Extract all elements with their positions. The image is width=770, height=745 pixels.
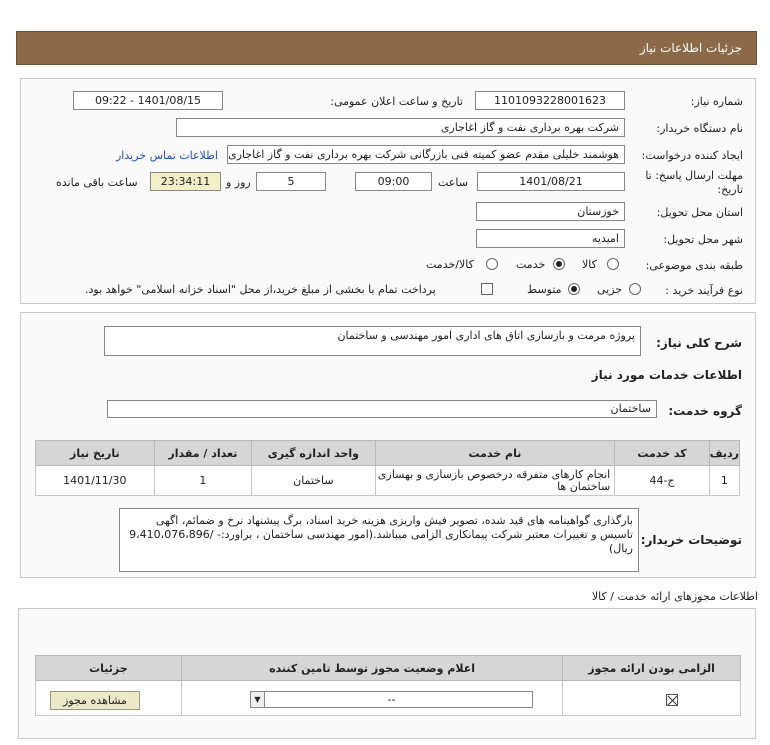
col-row-header: ردیف — [709, 441, 739, 466]
services-table — [35, 440, 740, 496]
need-number-field: 1101093228001623 — [475, 91, 625, 110]
category-service-label: خدمت — [516, 258, 546, 271]
summary-field: پروژه مرمت و بازسازی اتاق های اداری امور مهندسی و ساختمان — [104, 326, 641, 356]
service-name: انجام کارهای متفرقه درخصوص بازسازی و بهسازی ساختمان ها — [375, 466, 615, 496]
table-row — [36, 466, 740, 496]
need-number-label: شماره نیاز: — [690, 95, 743, 108]
deadline-time-field: 09:00 — [355, 172, 432, 191]
remaining-time-label: ساعت باقی مانده — [56, 176, 138, 189]
permits-table-header — [36, 656, 741, 681]
city-label: شهر محل تحویل: — [663, 233, 743, 246]
permit-status-header: اعلام وضعیت مجوز توسط تامین کننده — [181, 656, 562, 681]
process-label: نوع فرآیند خرید : — [665, 284, 743, 297]
buyer-notes-field: بارگذاری گواهینامه های قید شده، تصویر فیش واریزی هزینه خرید اسناد، برگ پیشنهاد نرخ و ضمائم، اگهی تاسیس و تغییرات معتبر شرکت پیمانکاری الزامی میباشد.(امور مهندسی ساختمان ، براورد:- /9،410،076،896 ریال) — [119, 508, 639, 572]
permits-section-title: اطلاعات مجوزهای ارائه خدمت / کالا — [591, 590, 758, 603]
process-medium-label: متوسط — [527, 283, 562, 296]
deadline-date-field: 1401/08/21 — [477, 172, 625, 191]
process-medium-radio[interactable] — [568, 283, 580, 295]
requester-label: ایجاد کننده درخواست: — [641, 149, 743, 162]
view-permit-button[interactable]: مشاهده مجوز — [50, 691, 140, 710]
permit-required-header: الزامی بودن ارائه مجوز — [563, 656, 741, 681]
buyer-org-field: شرکت بهره برداری نفت و گاز اغاجاری — [176, 118, 625, 137]
services-table-header — [36, 441, 740, 466]
dropdown-arrow-icon: ▼ — [251, 692, 265, 707]
page-title: جزئیات اطلاعات نیاز — [639, 41, 742, 55]
col-unit-header: واحد اندازه گیری — [252, 441, 375, 466]
permit-required-cell — [563, 681, 741, 716]
treasury-payment-note: پرداخت تمام یا بخشی از مبلغ خرید،از محل "اسناد خزانه اسلامی" خواهد بود. — [85, 283, 436, 296]
service-code: ج-44 — [615, 466, 710, 496]
need-date: 1401/11/30 — [36, 466, 155, 496]
deadline-label-line1: مهلت ارسال پاسخ: تا — [645, 169, 743, 182]
category-label: طبقه بندی موضوعی: — [645, 259, 743, 272]
permit-status-value: -- — [387, 693, 396, 706]
province-field: خوزستان — [476, 202, 625, 221]
requester-field: هوشمند خلیلی مقدم عضو کمیته فنی بازرگانی شرکت بهره برداری نفت و گاز اغاجاری — [227, 145, 625, 164]
announce-label: تاریخ و ساعت اعلان عمومی: — [330, 95, 463, 108]
category-goods-radio[interactable] — [607, 258, 619, 270]
permit-status-select[interactable] — [250, 691, 533, 708]
deadline-label-line2: تاریخ: — [717, 183, 743, 196]
deadline-days-label: روز و — [226, 176, 251, 189]
measure-unit: ساختمان — [252, 466, 375, 496]
service-group-label: گروه خدمت: — [668, 404, 742, 418]
service-group-field: ساختمان — [107, 400, 657, 418]
deadline-time-label: ساعت — [438, 176, 468, 189]
category-goods-service-radio[interactable] — [486, 258, 498, 270]
summary-label: شرح کلی نیاز: — [656, 336, 742, 350]
remaining-time-field: 23:34:11 — [150, 172, 221, 191]
permit-details-header: جزئیات — [36, 656, 182, 681]
city-field: امیدیه — [476, 229, 625, 248]
announce-field: 1401/08/15 - 09:22 — [73, 91, 223, 110]
treasury-payment-checkbox[interactable] — [481, 283, 493, 295]
process-minor-label: جزیی — [597, 283, 623, 296]
page-header — [16, 31, 757, 65]
services-section-title: اطلاعات خدمات مورد نیاز — [591, 368, 742, 382]
buyer-org-label: نام دستگاه خریدار: — [656, 122, 743, 135]
deadline-days-field: 5 — [256, 172, 326, 191]
col-code-header: کد خدمت — [615, 441, 710, 466]
col-date-header: تاریخ نیاز — [36, 441, 155, 466]
category-service-radio[interactable] — [553, 258, 565, 270]
col-qty-header: تعداد / مقدار — [154, 441, 252, 466]
province-label: استان محل تحویل: — [656, 206, 743, 219]
permit-required-checkbox — [666, 694, 678, 706]
category-goods-label: کالا — [582, 258, 597, 271]
buyer-contact-link[interactable]: اطلاعات تماس خریدار — [116, 149, 218, 162]
buyer-notes-label: توضیحات خریدار: — [640, 533, 742, 547]
process-minor-radio[interactable] — [629, 283, 641, 295]
row-number: 1 — [709, 466, 739, 496]
col-name-header: نام خدمت — [375, 441, 615, 466]
quantity: 1 — [154, 466, 252, 496]
category-goods-service-label: کالا/خدمت — [426, 258, 474, 271]
